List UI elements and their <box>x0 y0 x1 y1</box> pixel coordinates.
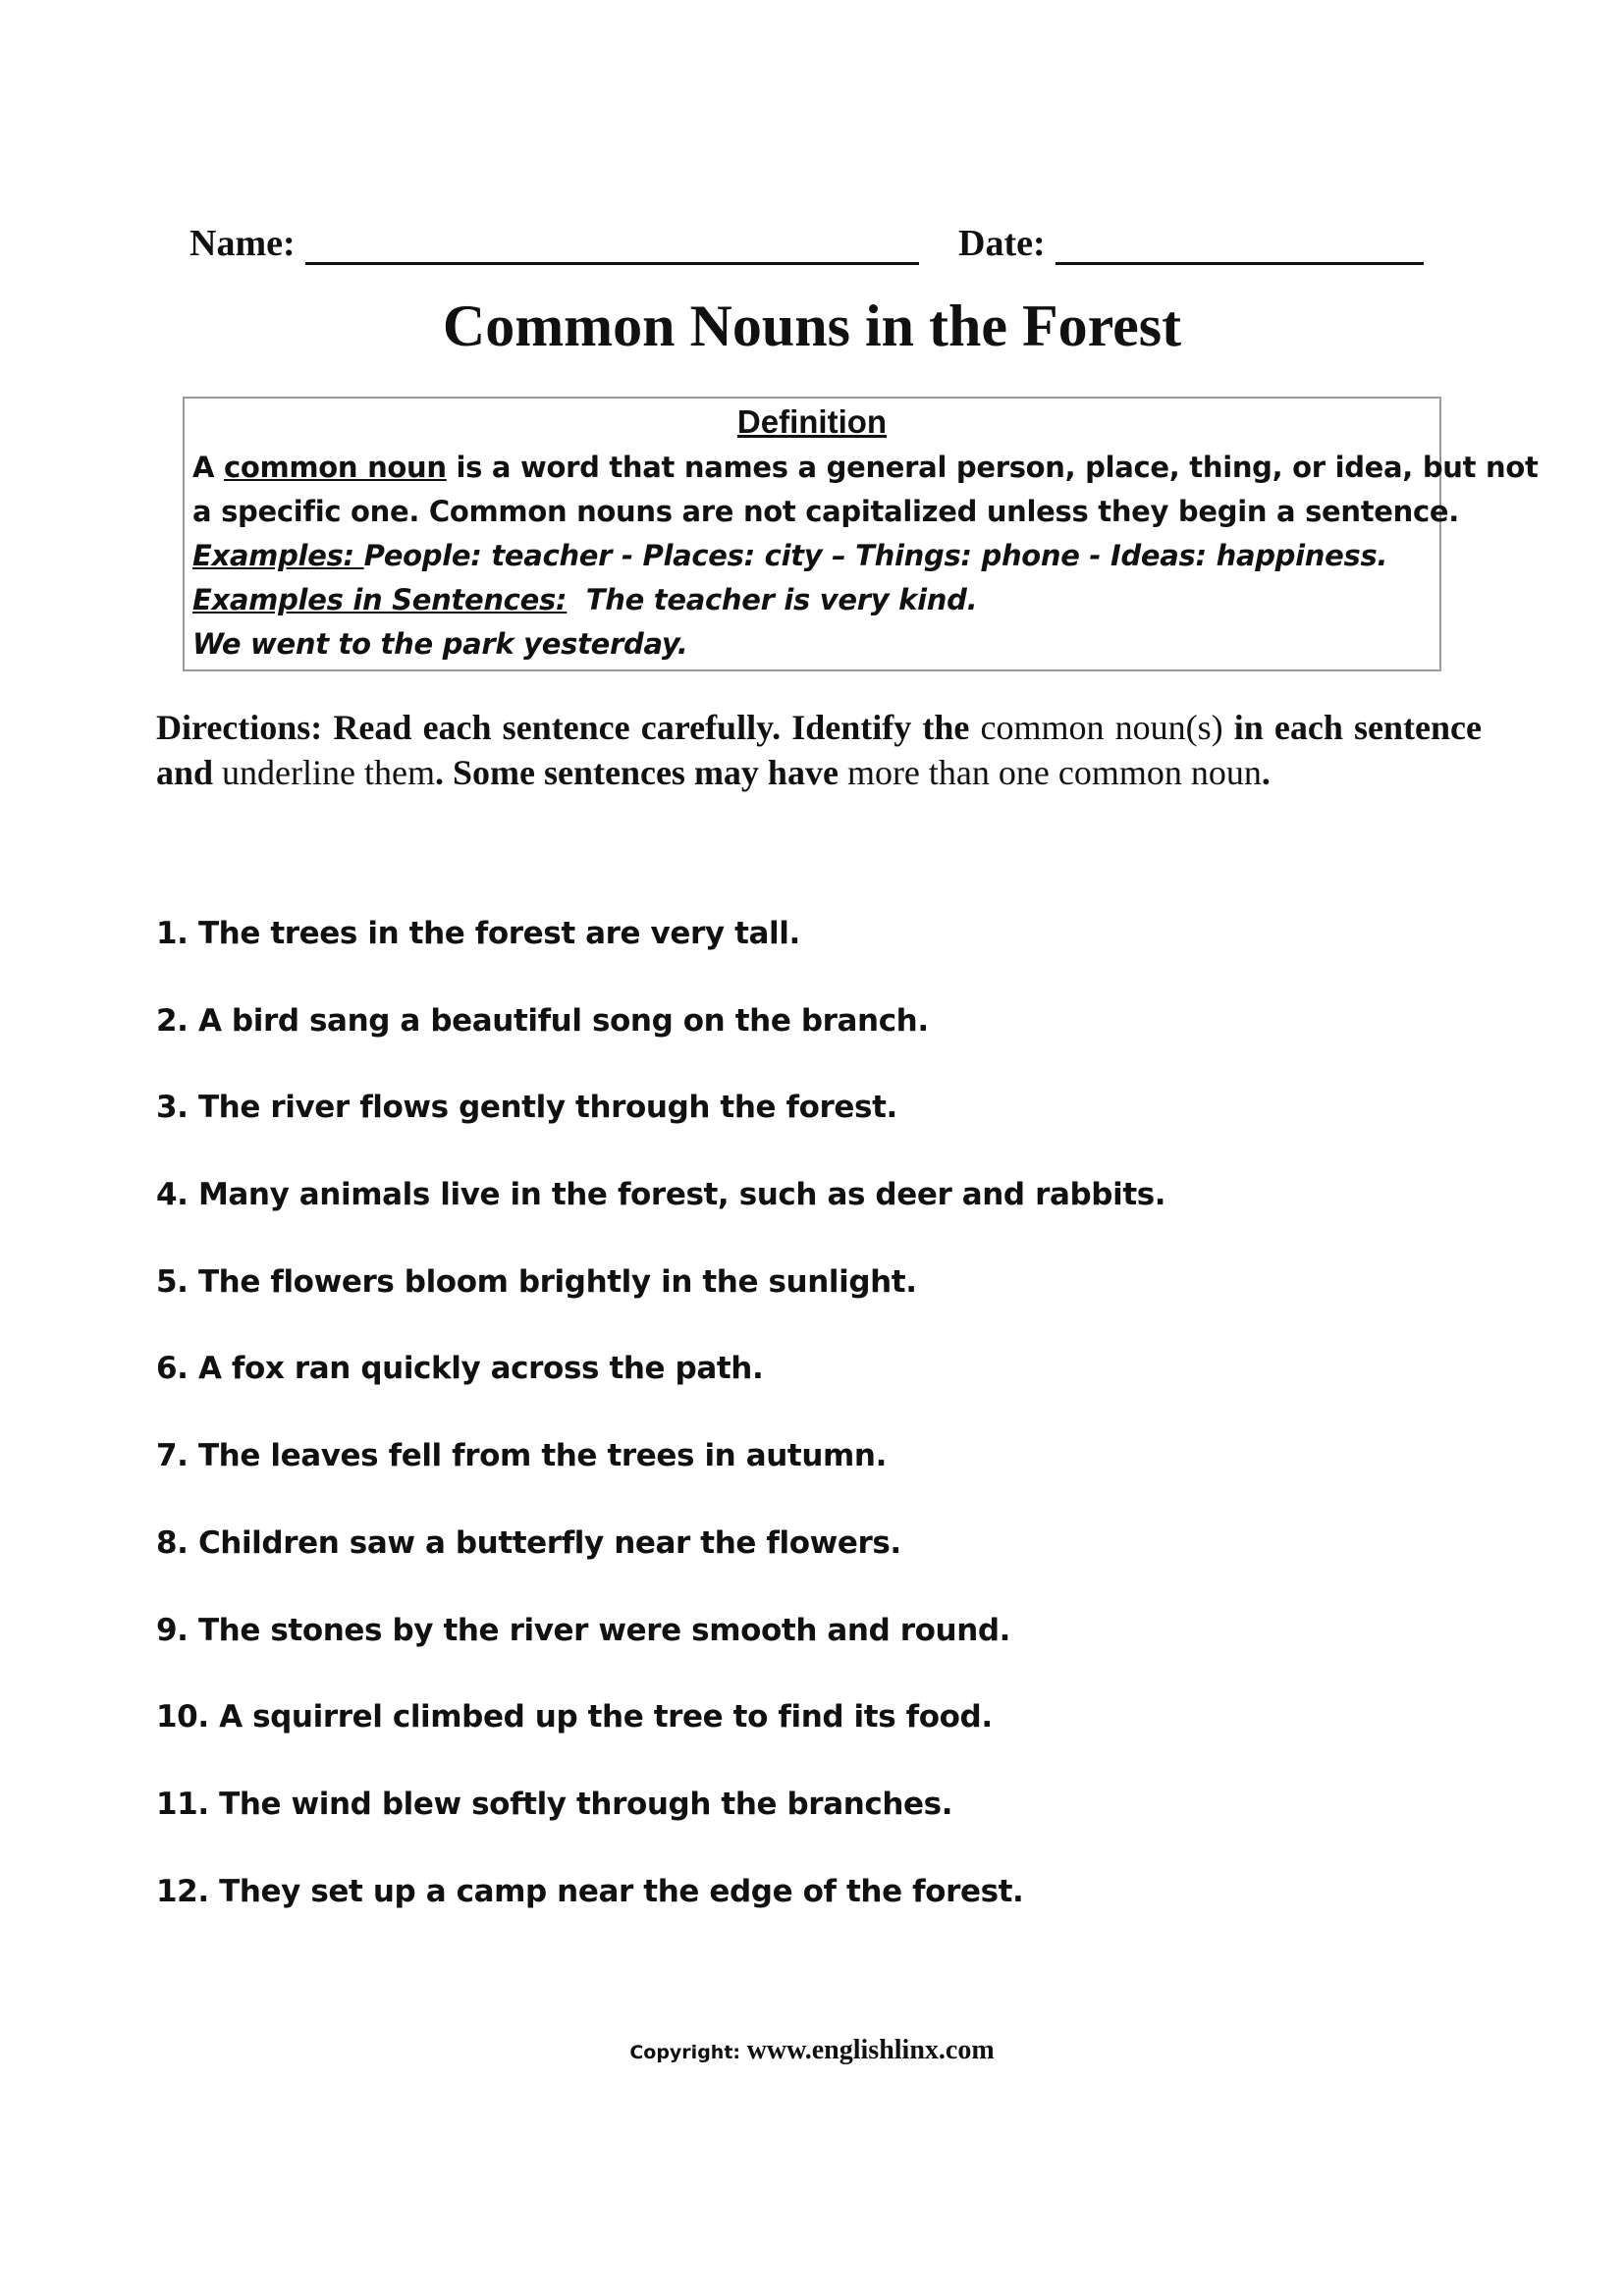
header-row <box>189 222 1436 273</box>
definition-heading: Definition <box>736 403 888 440</box>
directions-part-2: common noun(s) <box>969 708 1234 747</box>
question-list <box>156 912 1482 1956</box>
question-item: 2. A bird sang a beautiful song on the branch. <box>156 1002 929 1039</box>
definition-line-1-post: is a word that names a general person, place, thing, or idea, but not <box>446 451 1539 484</box>
definition-term: common noun <box>223 451 447 484</box>
sentence-examples-label: Examples in Sentences: <box>192 583 568 616</box>
question-item: 6. A fox ran quickly across the path. <box>156 1351 764 1387</box>
directions <box>156 705 1482 795</box>
question-item: 11. The wind blew softly through the branches. <box>156 1786 953 1822</box>
sentence-example-2: We went to the park yesterday. <box>192 627 688 661</box>
worksheet-title: Common Nouns in the Forest <box>442 294 1182 358</box>
directions-part-1: Directions: Read each sentence carefully. Identify the <box>156 708 970 747</box>
definition-box <box>183 397 1539 671</box>
date-blank-line[interactable] <box>1056 229 1424 265</box>
name-field[interactable] <box>189 222 919 265</box>
copyright-footer <box>0 2035 1624 2066</box>
examples-label: Examples: <box>192 539 364 572</box>
question-item: 12. They set up a camp near the edge of the forest. <box>156 1873 1024 1909</box>
definition-line-1-pre: A <box>192 451 224 484</box>
question-item: 4. Many animals live in the forest, such as deer and rabbits. <box>156 1177 1166 1213</box>
question-item: 7. The leaves fell from the trees in autumn. <box>156 1438 887 1474</box>
question-item: 10. A squirrel climbed up the tree to find its food. <box>156 1699 993 1735</box>
question-item: 9. The stones by the river were smooth and round. <box>156 1612 1011 1648</box>
question-item: 5. The flowers bloom brightly in the sunlight. <box>156 1263 917 1300</box>
definition-line-2: a specific one. Common nouns are not capitalized unless they begin a sentence. <box>192 495 1459 528</box>
directions-part-7: . <box>1261 753 1271 792</box>
date-field[interactable] <box>958 222 1424 265</box>
directions-part-6: more than one common noun <box>838 753 1262 792</box>
directions-part-3: in each sentence and <box>156 708 1482 792</box>
name-blank-line[interactable] <box>305 229 919 265</box>
name-label: Name: <box>189 223 296 264</box>
question-item: 8. Children saw a butterfly near the flowers. <box>156 1524 901 1561</box>
examples-text: People: teacher - Places: city – Things: phone - Ideas: happiness. <box>363 539 1388 572</box>
definition-line-1 <box>192 446 1539 490</box>
date-label: Date: <box>958 223 1046 264</box>
question-item: 1. The trees in the forest are very tall. <box>156 916 800 951</box>
copyright-label: Copyright: <box>629 2042 747 2063</box>
sentence-example-1: The teacher is very kind. <box>567 583 978 616</box>
definition-examples <box>192 534 1432 578</box>
directions-part-4: underline them <box>213 753 435 792</box>
copyright-site: www.englishlinx.com <box>746 2035 995 2065</box>
definition-sentence-examples <box>192 578 1432 622</box>
question-item: 3. The river flows gently through the forest. <box>156 1090 897 1126</box>
directions-part-5: . Some sentences may have <box>434 753 839 792</box>
